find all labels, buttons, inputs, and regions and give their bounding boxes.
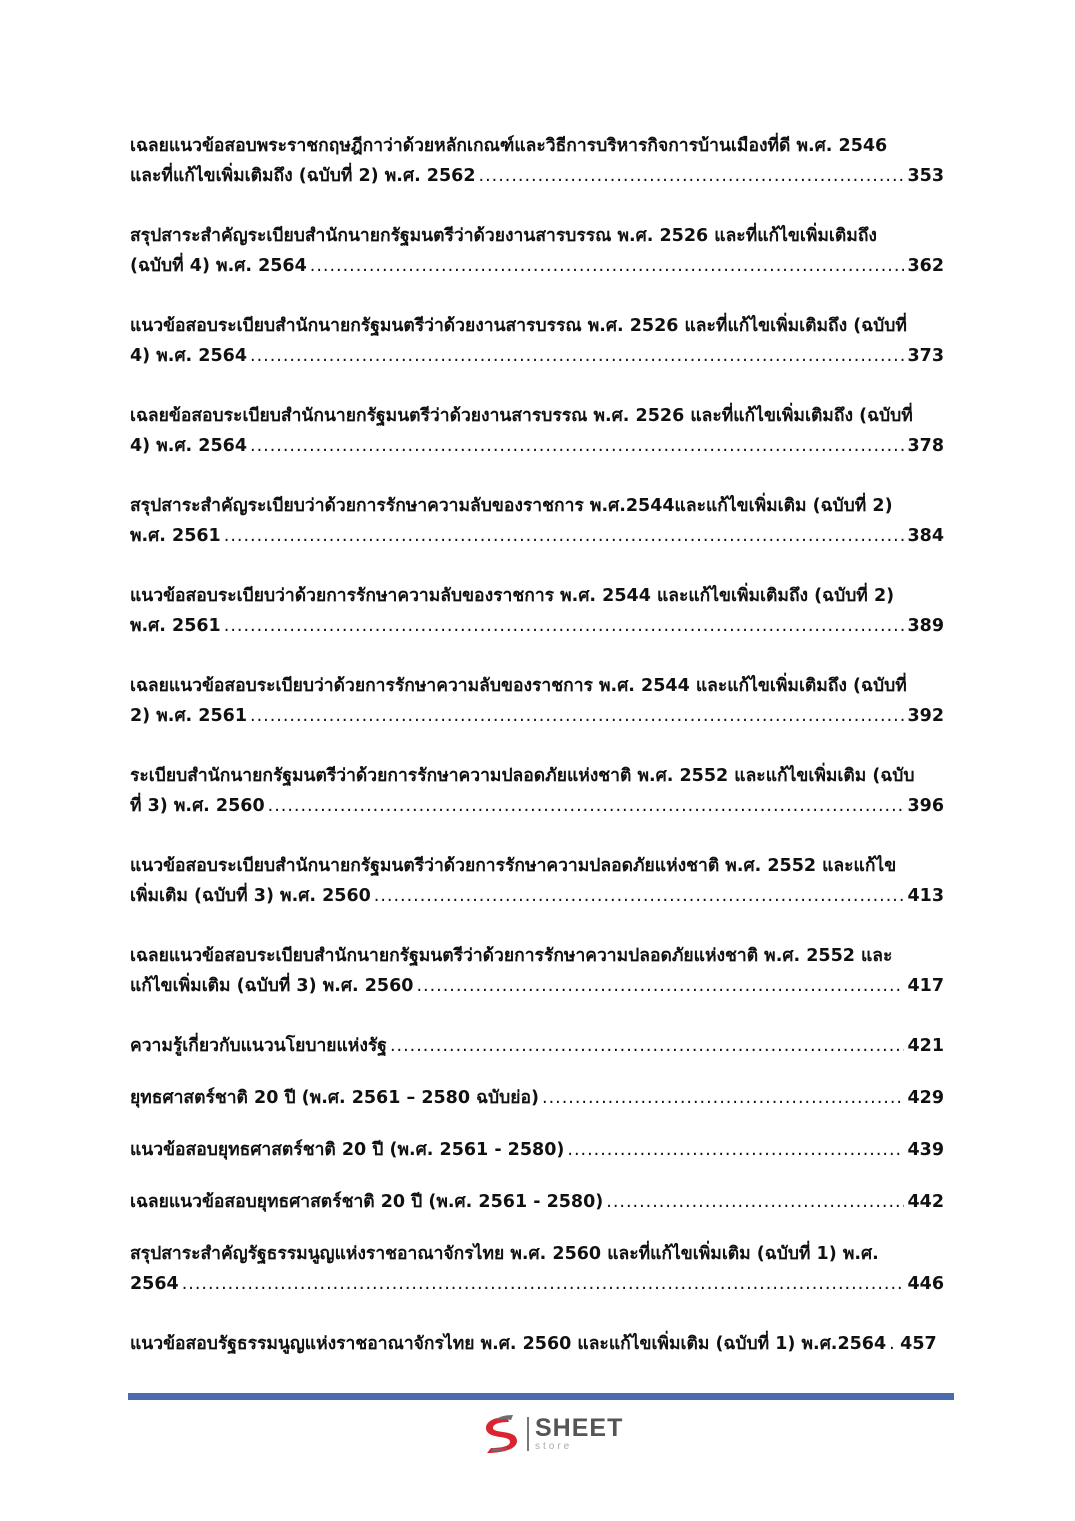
toc-entry-title-line2: 2564 [130, 1274, 179, 1294]
toc-entry-title: แนวข้อสอบรัฐธรรมนูญแห่งราชอาณาจักรไทย พ.ศ. 2560 และแก้ไขเพิ่มเติม (ฉบับที่ 1) พ.ศ.2564 [130, 1334, 887, 1354]
toc-entry-title-line1: เฉลยข้อสอบระเบียบสำนักนายกรัฐมนตรีว่าด้วยงานสารบรรณ พ.ศ. 2526 และที่แก้ไขเพิ่มเติมถึง (ฉบับที่ [130, 406, 913, 426]
toc-entry-title: ความรู้เกี่ยวกับแนวนโยบายแห่งรัฐ [130, 1036, 387, 1056]
toc-entry[interactable] [130, 311, 944, 401]
toc-entry-title: แนวข้อสอบยุทธศาสตร์ชาติ 20 ปี (พ.ศ. 2561 - 2580) [130, 1140, 565, 1160]
toc-page-number: 421 [907, 1036, 944, 1056]
toc-page-number: 378 [907, 436, 944, 456]
dot-leader [250, 341, 904, 371]
logo-separator [527, 1417, 529, 1451]
toc-entry-title-line2: ที่ 3) พ.ศ. 2560 [130, 796, 265, 816]
toc-entry-title-line2: 2) พ.ศ. 2561 [130, 706, 248, 726]
footer-rule [128, 1393, 954, 1400]
toc-entry-title-line1: แนวข้อสอบระเบียบว่าด้วยการรักษาความลับของราชการ พ.ศ. 2544 และแก้ไขเพิ่มเติมถึง (ฉบับที่ 2) [130, 586, 895, 606]
dot-leader [250, 431, 904, 461]
logo-wordmark [535, 1416, 623, 1452]
toc-entry[interactable] [130, 1135, 944, 1187]
dot-leader [416, 971, 904, 1001]
dot-leader [310, 251, 905, 281]
toc-entry[interactable] [130, 1239, 944, 1329]
toc-page-number: 392 [907, 706, 944, 726]
toc-entry-title-line1: แนวข้อสอบระเบียบสำนักนายกรัฐมนตรีว่าด้วยการรักษาความปลอดภัยแห่งชาติ พ.ศ. 2552 และแก้ไข [130, 856, 897, 876]
toc-entry-title-line1: สรุปสาระสำคัญระเบียบว่าด้วยการรักษาความลับของราชการ พ.ศ.2544และแก้ไขเพิ่มเติม (ฉบับที่ 2) [130, 496, 893, 516]
toc-entry[interactable] [130, 941, 944, 1031]
toc-page-number: 396 [907, 796, 944, 816]
toc-entry[interactable] [130, 1187, 944, 1239]
toc-page-number: 457 [900, 1334, 937, 1354]
toc-page-number: 384 [907, 526, 944, 546]
dot-leader [374, 881, 905, 911]
toc-entry[interactable] [130, 671, 944, 761]
toc-entry[interactable] [130, 851, 944, 941]
toc-entry[interactable] [130, 1083, 944, 1135]
toc-page-number: 442 [907, 1192, 944, 1212]
toc-entry[interactable] [130, 581, 944, 671]
toc-entry-title-line1: แนวข้อสอบระเบียบสำนักนายกรัฐมนตรีว่าด้วยงานสารบรรณ พ.ศ. 2526 และที่แก้ไขเพิ่มเติมถึง (ฉบับที่ [130, 316, 907, 336]
dot-leader [390, 1031, 905, 1061]
toc-entry[interactable] [130, 761, 944, 851]
toc-entry-title-line2: เพิ่มเติม (ฉบับที่ 3) พ.ศ. 2560 [130, 886, 371, 906]
toc-page-number: 446 [907, 1274, 944, 1294]
table-of-contents [130, 131, 944, 1381]
toc-entry-title-line1: เฉลยแนวข้อสอบระเบียบว่าด้วยการรักษาความลับของราชการ พ.ศ. 2544 และแก้ไขเพิ่มเติมถึง (ฉบับที่ [130, 676, 907, 696]
toc-entry-title-line2: พ.ศ. 2561 [130, 616, 221, 636]
dot-leader [268, 791, 905, 821]
toc-page-number: 429 [907, 1088, 944, 1108]
sheet-store-logo-icon [477, 1411, 523, 1457]
toc-entry-title: เฉลยแนวข้อสอบยุทธศาสตร์ชาติ 20 ปี (พ.ศ. 2561 - 2580) [130, 1192, 604, 1212]
toc-entry-title-line2: 4) พ.ศ. 2564 [130, 346, 248, 366]
dot-leader [182, 1269, 905, 1299]
dot-leader [567, 1135, 904, 1165]
dot-leader [606, 1187, 904, 1217]
toc-entry-title-line1: สรุปสาระสำคัญระเบียบสำนักนายกรัฐมนตรีว่าด้วยงานสารบรรณ พ.ศ. 2526 และที่แก้ไขเพิ่มเติมถึง [130, 226, 877, 246]
toc-entry-title-line1: ระเบียบสำนักนายกรัฐมนตรีว่าด้วยการรักษาความปลอดภัยแห่งชาติ พ.ศ. 2552 และแก้ไขเพิ่มเติม (ฉบับ [130, 766, 915, 786]
sheet-store-logo [477, 1410, 627, 1458]
toc-entry[interactable] [130, 1031, 944, 1083]
toc-entry-title-line2: (ฉบับที่ 4) พ.ศ. 2564 [130, 256, 307, 276]
toc-entry-title-line2: 4) พ.ศ. 2564 [130, 436, 248, 456]
toc-page-number: 417 [907, 976, 944, 996]
toc-entry[interactable] [130, 131, 944, 221]
toc-entry[interactable] [130, 1329, 944, 1381]
toc-entry-title-line1: เฉลยแนวข้อสอบระเบียบสำนักนายกรัฐมนตรีว่าด้วยการรักษาความปลอดภัยแห่งชาติ พ.ศ. 2552 และ [130, 946, 893, 966]
toc-entry-title-line2: และที่แก้ไขเพิ่มเติมถึง (ฉบับที่ 2) พ.ศ. 2562 [130, 166, 476, 186]
dot-leader [479, 161, 905, 191]
toc-entry[interactable] [130, 491, 944, 581]
dot-leader [542, 1083, 904, 1113]
dot-leader [250, 701, 904, 731]
toc-entry-title-line1: สรุปสาระสำคัญรัฐธรรมนูญแห่งราชอาณาจักรไทย พ.ศ. 2560 และที่แก้ไขเพิ่มเติม (ฉบับที่ 1) พ.ศ. [130, 1244, 879, 1264]
toc-entry-title-line2: พ.ศ. 2561 [130, 526, 221, 546]
logo-main-text: SHEET [535, 1414, 624, 1442]
toc-page-number: 373 [907, 346, 944, 366]
toc-page-number: 439 [907, 1140, 944, 1160]
dot-leader [889, 1329, 897, 1359]
dot-leader [224, 611, 905, 641]
toc-entry[interactable] [130, 401, 944, 491]
toc-entry-title-line1: เฉลยแนวข้อสอบพระราชกฤษฎีกาว่าด้วยหลักเกณฑ์และวิธีการบริหารกิจการบ้านเมืองที่ดี พ.ศ. 2546 [130, 136, 888, 156]
toc-entry-title-line2: แก้ไขเพิ่มเติม (ฉบับที่ 3) พ.ศ. 2560 [130, 976, 414, 996]
toc-page-number: 353 [907, 166, 944, 186]
toc-page-number: 413 [907, 886, 944, 906]
toc-page-number: 362 [907, 256, 944, 276]
toc-page-number: 389 [907, 616, 944, 636]
dot-leader [224, 521, 905, 551]
toc-entry-title: ยุทธศาสตร์ชาติ 20 ปี (พ.ศ. 2561 – 2580 ฉบับย่อ) [130, 1088, 540, 1108]
toc-entry[interactable] [130, 221, 944, 311]
logo-sub-text: store [535, 1441, 573, 1452]
